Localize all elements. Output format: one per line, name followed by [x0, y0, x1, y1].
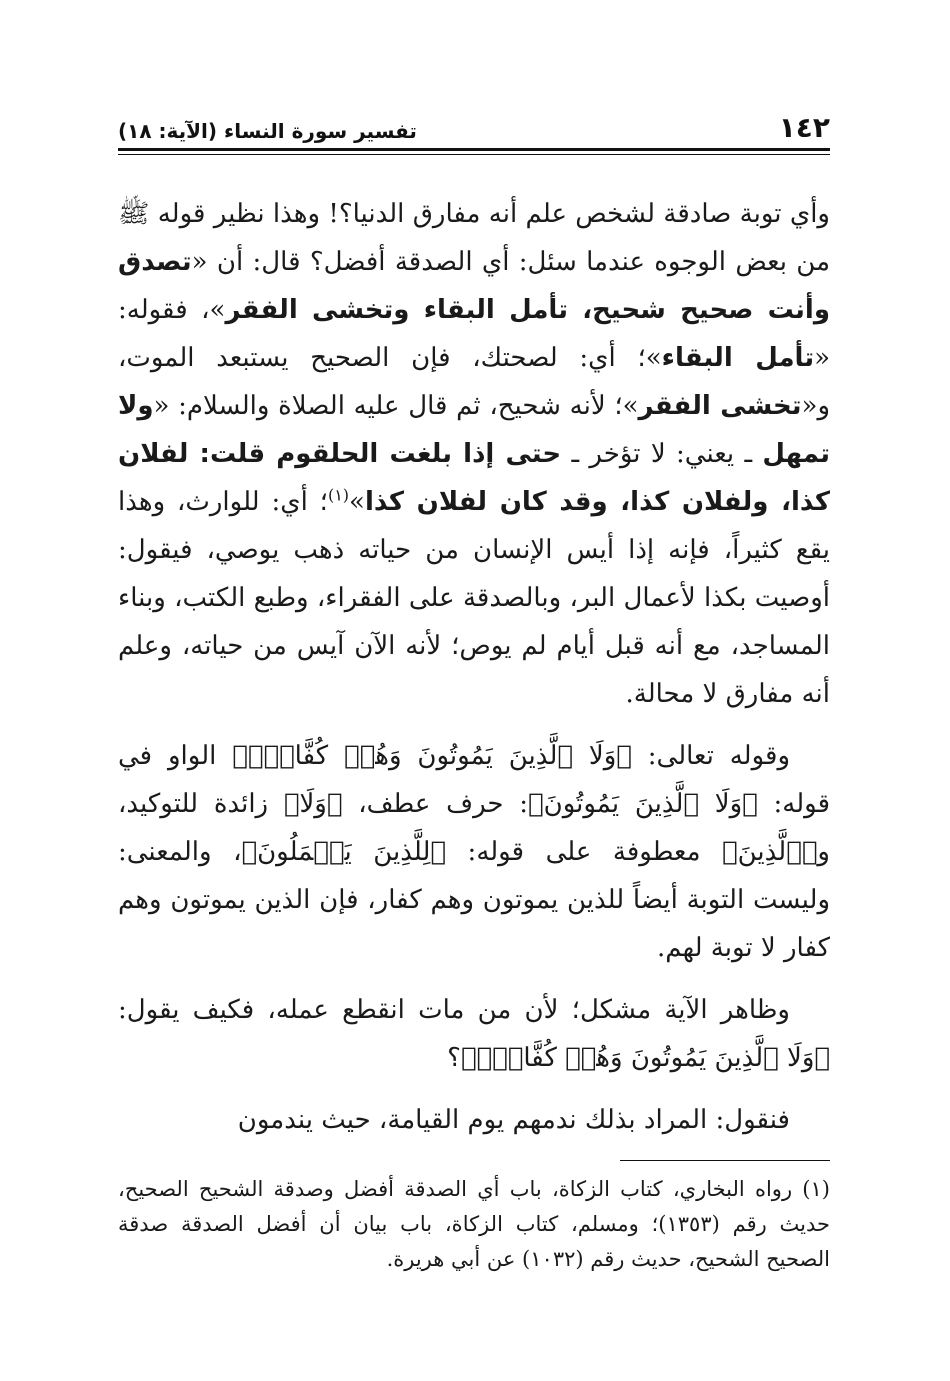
- running-title: تفسير سورة النساء (الآية: ١٨): [118, 119, 417, 143]
- footnote-separator: [620, 1160, 830, 1161]
- paragraph-2: وقوله تعالى: ﴿وَلَا ٱلَّذِينَ يَمُوتُونَ وَهُمۡ كُفَّارٌۚ﴾ الواو في قوله: ﴿وَلَا ٱلَّذِينَ يَمُوتُونَ﴾: حرف عطف، ﴿وَلَا﴾ زائدة للتوكيد، و﴿ٱلَّذِينَ﴾ معطوفة على قوله: ﴿لِلَّذِينَ يَعۡمَلُونَ﴾، والمعنى: وليست التوبة أيضاً للذين يموتون وهم كفار، فإن الذين يموتون وهم كفار لا توبة لهم.: [118, 741, 830, 963]
- p1-hadith-bold-5: حتى إذا بلغت الحلقوم قلت: لفلان كذا، ولفلان كذا، وقد كان لفلان كذا: [118, 439, 830, 517]
- p1-text-6: »: [349, 487, 365, 517]
- paragraph-1: [118, 190, 830, 718]
- p1-hadith-bold-3: تخشى الفقر: [638, 391, 802, 421]
- p1-hadith-bold-2: تأمل البقاء: [661, 343, 815, 373]
- p1-hadith-bold-4: ولا تمهل: [118, 391, 830, 469]
- p1-hadith-bold-1: تصدق وأنت صحيح شحيح، تأمل البقاء وتخشى الفقر: [118, 247, 830, 325]
- footnote-reference[interactable]: (١): [327, 485, 350, 505]
- header-rule-thick: [118, 148, 830, 151]
- book-page: [118, 108, 830, 1318]
- footnote-1: (١) رواه البخاري، كتاب الزكاة، باب أي الصدقة أفضل وصدقة الشحيح الصحيح، حديث رقم (١٣٥٣)؛ ومسلم، كتاب الزكاة، باب بيان أن أفضل الصدقة صدقة الصحيح الشحيح، حديث رقم (١٠٣٢) عن أبي هريرة.: [118, 1177, 831, 1271]
- paragraph-3: وظاهر الآية مشكل؛ لأن من مات انقطع عمله، فكيف يقول: ﴿وَلَا ٱلَّذِينَ يَمُوتُونَ وَهُمۡ كُفَّارٌۚ﴾؟: [118, 995, 830, 1073]
- page-number: ١٤٢: [778, 111, 830, 144]
- p1-text-3: »؛ أي: لصحتك، فإن الصحيح يستبعد الموت، و«: [118, 343, 830, 421]
- main-text: [118, 190, 830, 1144]
- header-rule-thin: [118, 154, 830, 155]
- paragraph-4: فنقول: المراد بذلك ندمهم يوم القيامة، حيث يندمون: [237, 1105, 790, 1135]
- footnotes: [118, 1172, 830, 1277]
- p1-text-2: »، فقوله: «: [118, 295, 831, 373]
- p1-text-5: ـ يعني: لا تؤخر ـ: [561, 439, 763, 469]
- p1-text-1: وأي توبة صادقة لشخص علم أنه مفارق الدنيا؟! وهذا نظير قوله ﷺ من بعض الوجوه عندما سئل: أي الصدقة أفضل؟ قال: أن «: [118, 199, 830, 277]
- p1-text-4: »؛ لأنه شحيح، ثم قال عليه الصلاة والسلام: «: [153, 391, 639, 421]
- page-header: [118, 108, 830, 148]
- p1-text-7: ؛ أي: للوارث، وهذا يقع كثيراً، فإنه إذا أيس الإنسان من حياته ذهب يوصي، فيقول: أوصيت بكذا لأعمال البر، وبالصدقة على الفقراء، وطبع الكتب، وبناء المساجد، مع أنه قبل أيام لم يوص؛ لأنه الآن آيس من حياته، وعلم أنه مفارق لا محالة.: [118, 487, 830, 709]
